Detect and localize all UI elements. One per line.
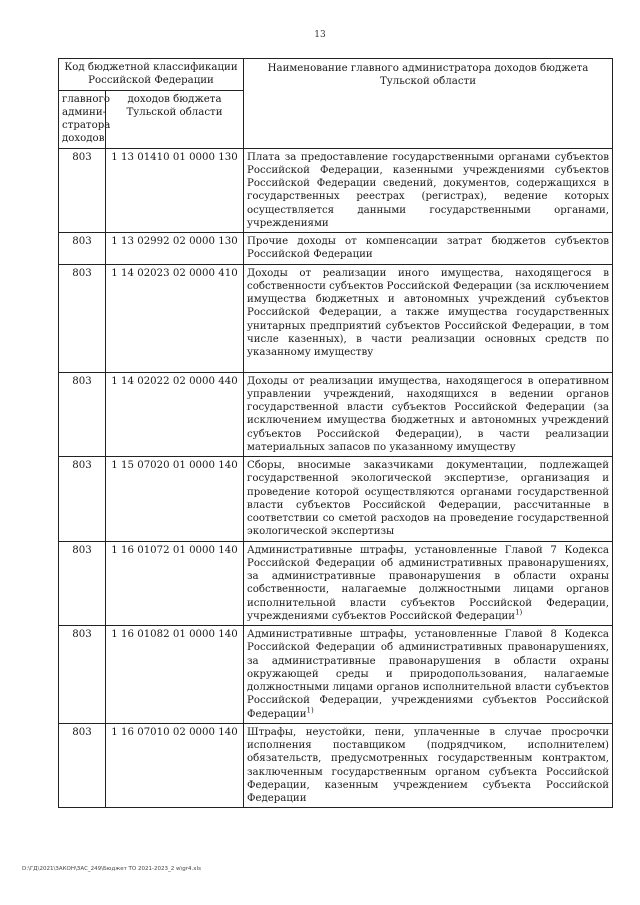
revenue-name-text: Сборы, вносимые заказчиками документации, подлежащей государственной экологической экспертизе, организация и проведение которой осуществляются органами государственной власти субъектов Российской Федерации, рассчитанные в соответствии со сметой расходов на проведение государственной экологической экспертизы xyxy=(247,460,609,538)
revenue-name-cell xyxy=(244,541,613,626)
revenue-name-cell xyxy=(244,723,613,808)
admin-code-cell: 803 xyxy=(59,372,106,457)
revenue-name-text: Административные штрафы, установленные Главой 8 Кодекса Российской Федерации об административных правонарушениях, за административные правонарушения в области охраны окружающей среды и природопользования, налагаемые должностными лицами органов исполнительной власти субъектов Российской Федерации, учреждениями субъектов Российской Федерации xyxy=(247,629,609,720)
revenue-name-cell xyxy=(244,372,613,457)
table-row xyxy=(59,148,613,233)
footnote-marker: 1) xyxy=(515,608,523,617)
header-admin-name: Наименование главного администратора доходов бюджета Тульской области xyxy=(244,59,613,149)
revenue-name-text: Доходы от реализации иного имущества, находящегося в собственности субъектов Российской Федерации (за исключением имущества бюджетных и автономных учреждений субъектов Российской Федерации, а также имущества государственных унитарных предприятий субъектов Российской Федерации, в том числе казенных), в части реализации основных средств по указанному имуществу xyxy=(247,267,609,358)
kbk-code-cell: 1 14 02022 02 0000 440 xyxy=(106,372,244,457)
table-row xyxy=(59,541,613,626)
admin-code-cell: 803 xyxy=(59,233,106,265)
table-header-row xyxy=(59,59,613,91)
header-main-admin: главного админи-стратора доходов xyxy=(59,90,106,148)
revenue-name-cell xyxy=(244,457,613,542)
admin-code-cell: 803 xyxy=(59,723,106,808)
revenue-name-text: Доходы от реализации имущества, находящегося в оперативном управлении учреждений, находящихся в ведении органов государственной власти субъектов Российской Федерации (за исключением имущества бюджетных и автономных учреждений субъектов Российской Федерации), в части реализации материальных запасов по указанному имуществу xyxy=(247,375,609,453)
revenue-name-cell xyxy=(244,148,613,233)
budget-revenue-table xyxy=(58,58,613,808)
kbk-code-cell: 1 16 01082 01 0000 140 xyxy=(106,626,244,724)
revenue-name-cell xyxy=(244,264,613,372)
kbk-code-cell: 1 13 01410 01 0000 130 xyxy=(106,148,244,233)
revenue-name-text: Административные штрафы, установленные Главой 7 Кодекса Российской Федерации об административных правонарушениях, за административные правонарушения в области охраны собственности, налагаемые должностными лицами органов исполнительной власти субъектов Российской Федерации, учреждениями субъектов Российской Федерации xyxy=(247,544,609,622)
kbk-code-cell: 1 16 01072 01 0000 140 xyxy=(106,541,244,626)
revenue-name-cell xyxy=(244,233,613,265)
admin-code-cell: 803 xyxy=(59,457,106,542)
table-row xyxy=(59,372,613,457)
table-row xyxy=(59,264,613,372)
admin-code-cell: 803 xyxy=(59,626,106,724)
kbk-code-cell: 1 14 02023 02 0000 410 xyxy=(106,264,244,372)
revenue-name-text: Штрафы, неустойки, пени, уплаченные в случае просрочки исполнения поставщиком (подрядчиком, исполнителем) обязательств, предусмотренных государственным контрактом, заключенным государственным органом субъекта Российской Федерации, казенным учреждением субъекта Российской Федерации xyxy=(247,726,609,804)
table-row xyxy=(59,457,613,542)
table-row xyxy=(59,233,613,265)
table-row xyxy=(59,723,613,808)
header-budget-income: доходов бюджета Тульской области xyxy=(106,90,244,148)
table-row xyxy=(59,626,613,724)
file-path-footer: D:\ГД\2021\ЗАКОН\ЗАС_249\Бюджет ТО 2021-2023_2 w\gr4.xls xyxy=(22,866,201,872)
page-number: 13 xyxy=(314,30,326,40)
revenue-name-text: Прочие доходы от компенсации затрат бюджетов субъектов Российской Федерации xyxy=(247,236,609,261)
kbk-code-cell: 1 16 07010 02 0000 140 xyxy=(106,723,244,808)
admin-code-cell: 803 xyxy=(59,264,106,372)
admin-code-cell: 803 xyxy=(59,541,106,626)
revenue-name-cell xyxy=(244,626,613,724)
footnote-marker: 1) xyxy=(306,706,314,715)
admin-code-cell: 803 xyxy=(59,148,106,233)
kbk-code-cell: 1 15 07020 01 0000 140 xyxy=(106,457,244,542)
revenue-name-text: Плата за предоставление государственными органами субъектов Российской Федерации, казенными учреждениями субъектов Российской Федерации сведений, документов, содержащихся в государственных реестрах (регистрах), ведение которых осуществляется данными государственными органами, учреждениями xyxy=(247,151,609,229)
kbk-code-cell: 1 13 02992 02 0000 130 xyxy=(106,233,244,265)
header-kbk: Код бюджетной классификации Российской Федерации xyxy=(59,59,244,91)
